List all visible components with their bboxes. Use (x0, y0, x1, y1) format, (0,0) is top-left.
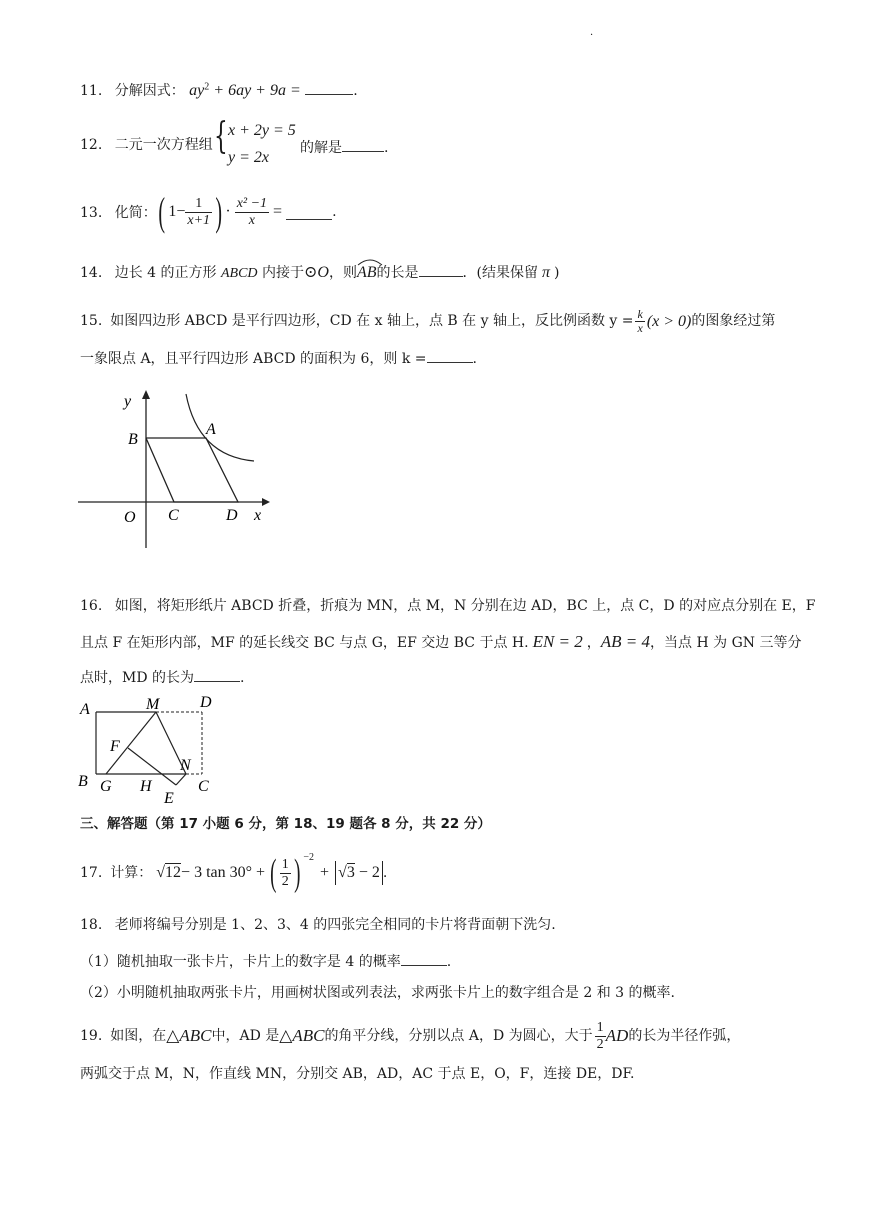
q13-f2-den: x (248, 212, 255, 228)
q19-t2: 中，AD 是 (211, 1027, 280, 1044)
fig16-label-H: H (140, 778, 152, 795)
q15-line2 (80, 348, 477, 368)
q15-answer-blank[interactable] (427, 348, 473, 363)
q15-line1-a: 如图四边形 ABCD 是平行四边形，CD 在 x 轴上，点 B 在 y 轴上，反比例函数 y = (110, 313, 634, 330)
q17-end: . (382, 864, 388, 881)
q13-f1-den: x+1 (187, 212, 211, 228)
q16-line1-text: 如图，将矩形纸片 ABCD 折叠，折痕为 MN，点 M，N 分别在边 AD，BC 上，点 C，D 的对应点分别在 E，F (114, 598, 816, 614)
q12-number-label (80, 137, 213, 154)
question-17: 17. 计算： √12 − 3 tan 30° + ( $\frac{1}{2}$ ) $^{-2}$ + √3 − 2 . (80, 852, 388, 894)
q11-answer-blank[interactable] (305, 80, 353, 95)
fig16-label-G: G (100, 778, 112, 795)
q15-end: . (472, 351, 477, 367)
fig16-line-EN (176, 774, 186, 785)
q13-end: . (332, 203, 337, 220)
q17-label: 计算： (110, 864, 153, 881)
q14-answer-blank[interactable] (419, 262, 463, 277)
q13-one: 1− (168, 203, 186, 221)
q19-number: 19. (80, 1027, 103, 1044)
q11-label: 分解因式： (114, 83, 185, 99)
q13-answer-blank[interactable] (286, 205, 332, 220)
q16-end: . (240, 670, 245, 686)
q16-line2-a: 且点 F 在矩形内部，MF 的延长线交 BC 与点 G，EF 交边 BC 于点 H. (80, 635, 529, 651)
q18-stem: 老师将编号分别是 1、2、3、4 的四张完全相同的卡片将背面朝下洗匀. (114, 917, 556, 933)
q13-fraction-2 (235, 196, 269, 229)
fig15-y-arrow-icon (142, 390, 150, 399)
q17-exp: −2 (303, 852, 314, 863)
q13-eq: = (273, 203, 283, 221)
q18-p1-answer-blank[interactable] (401, 951, 447, 966)
figure-15 (78, 388, 278, 553)
fig15-label-y: y (124, 393, 132, 410)
q12-brace: { (214, 116, 228, 157)
q11-sup: 2 (204, 81, 210, 93)
q18-p1-text: （1）随机抽取一张卡片，卡片上的数字是 4 的概率 (80, 954, 401, 970)
arc-mark-icon (357, 258, 383, 266)
q13-label: 化简： (114, 205, 157, 221)
q13-number-label (80, 205, 157, 222)
q16-line1 (80, 598, 815, 615)
q15-frac-num: k (637, 307, 643, 321)
q18-number: 18. (80, 917, 103, 933)
figure-16 (76, 692, 226, 808)
q16-en: EN = 2 (532, 632, 583, 651)
q16-line3 (80, 667, 244, 687)
q14-pi: π (541, 264, 550, 281)
q15-frac-den: x (637, 321, 643, 335)
q16-line3-text: 点时，MD 的长为 (80, 670, 195, 686)
q17-number: 17. (80, 864, 103, 881)
q15-line2-text: 一象限点 A，且平行四边形 ABCD 的面积为 6，则 k = (80, 351, 427, 367)
q13-number: 13. (80, 205, 103, 221)
q16-line2-b: ，当点 H 为 GN 三等分 (650, 635, 802, 651)
fig15-label-x: x (254, 507, 262, 524)
q13-expression: ( 1− $\frac{1}{x+1}$ ) · $\frac{\text{x² −1}}{x}$ = . (158, 189, 337, 234)
fig16-label-A: A (80, 701, 90, 718)
fig16-label-D: D (200, 694, 212, 711)
q15-line1 (80, 308, 775, 335)
sqrt-icon: √ (156, 864, 166, 882)
q12-number: 12. (80, 137, 103, 153)
q19-tri1: △ABC (166, 1025, 212, 1045)
q14-circle-o: ⊙O (304, 264, 329, 281)
q19-line1 (80, 1016, 740, 1056)
q17-half (280, 857, 291, 890)
fig16-label-N: N (180, 757, 191, 774)
q19-line2: 两弧交于点 M，N，作直线 MN，分别交 AB，AD，AC 于点 E，O，F，连接 DE，DF. (80, 1066, 635, 1082)
fig15-label-B: B (128, 431, 138, 448)
fig16-label-C: C (198, 778, 209, 795)
fig15-x-arrow-icon (262, 498, 270, 506)
q14-arc: AB (357, 263, 377, 282)
q12-end: . (384, 140, 389, 156)
q14-text3: ，则 (328, 265, 357, 281)
q16-ab: AB = 4 (600, 632, 651, 651)
q12-tail-wrap (300, 137, 388, 157)
q17-half-num: 1 (281, 856, 289, 872)
fig15-label-D: D (226, 507, 238, 524)
q17-plus: + (320, 864, 330, 882)
q12-eq1: x + 2y = 5 (228, 122, 296, 139)
q19-t4: 的长为半径作弧， (628, 1027, 741, 1044)
fig16-label-E: E (164, 790, 174, 807)
q19-tri2: △ABC (279, 1025, 325, 1045)
q15-line1-b: 的图象经过第 (691, 313, 776, 330)
fig16-label-M: M (146, 696, 160, 713)
q11-number: 11. (80, 83, 103, 99)
question-14 (80, 262, 559, 283)
q14-text6: ) (554, 265, 560, 281)
section-3-heading: 三、解答题（第 17 小题 6 分，第 18、19 题各 8 分，共 22 分） (80, 816, 491, 832)
q12-tail: 的解是 (300, 140, 342, 156)
q13-f1-num: 1 (185, 196, 212, 213)
fig15-label-C: C (168, 507, 179, 524)
q13-fraction-1 (185, 196, 212, 229)
fig16-line-FE (128, 748, 176, 785)
q15-number: 15. (80, 313, 103, 330)
sqrt-icon: √ (338, 864, 347, 882)
q19-half-num: 1 (596, 1019, 604, 1035)
q11-expr-b: + 6ay + 9a = (209, 82, 301, 99)
q12-label: 二元一次方程组 (114, 137, 213, 153)
fig15-label-A: A (206, 421, 216, 438)
q19-ad: AD (605, 1025, 629, 1045)
q17-half-den: 2 (281, 873, 289, 889)
q18-part1 (80, 951, 451, 971)
q16-number: 16. (80, 598, 103, 614)
q11-end: . (353, 83, 358, 99)
fig15-label-O: O (124, 509, 136, 526)
q17-abs: √3 − 2 (335, 861, 383, 884)
q18-stem-line (80, 917, 556, 934)
question-11 (80, 80, 358, 100)
q16-line2: 且点 F 在矩形内部，MF 的延长线交 BC 与点 G，EF 交边 BC 于点 H. EN = 2 ，AB = 4，当点 H 为 GN 三等分 (80, 632, 802, 651)
fig15-parallelogram (146, 438, 238, 502)
q15-cond: (x > 0) (646, 312, 692, 330)
q13-f2-num: x² −1 (236, 195, 268, 211)
q14-text4: 的长是 (376, 265, 419, 281)
fig15-hyperbola (186, 394, 254, 461)
fig16-label-F: F (110, 738, 120, 755)
q17-sqrt12: √12 (156, 864, 182, 882)
q14-abcd: ABCD (220, 266, 258, 281)
q14-text1: 边长 4 的正方形 (114, 265, 221, 281)
top-mark: · (590, 30, 594, 41)
q14-text2: 内接于 (257, 265, 304, 281)
q15-fraction (635, 308, 644, 335)
q19-half-den: 2 (596, 1036, 604, 1052)
q12-eq2: y = 2x (228, 149, 269, 166)
q11-expr-a: ay (189, 82, 205, 99)
q14-text5: ．(结果保留 (462, 265, 538, 281)
q18-p1-end: . (446, 954, 452, 970)
q19-t1: 如图，在 (110, 1027, 167, 1044)
q13-dot: · (225, 203, 231, 221)
q19-half (595, 1020, 606, 1053)
q12-answer-blank[interactable] (342, 137, 384, 152)
q17-minus-tan: − 3 tan 30° + (181, 864, 266, 882)
q19-t3: 的角平分线，分别以点 A，D 为圆心，大于 (324, 1027, 593, 1044)
q14-number: 14. (80, 265, 103, 281)
q18-part2: （2）小明随机抽取两张卡片，用画树状图或列表法，求两张卡片上的数字组合是 2 和 3 的概率. (80, 985, 675, 1001)
q16-answer-blank[interactable] (194, 667, 240, 682)
fig16-label-B: B (78, 773, 88, 790)
